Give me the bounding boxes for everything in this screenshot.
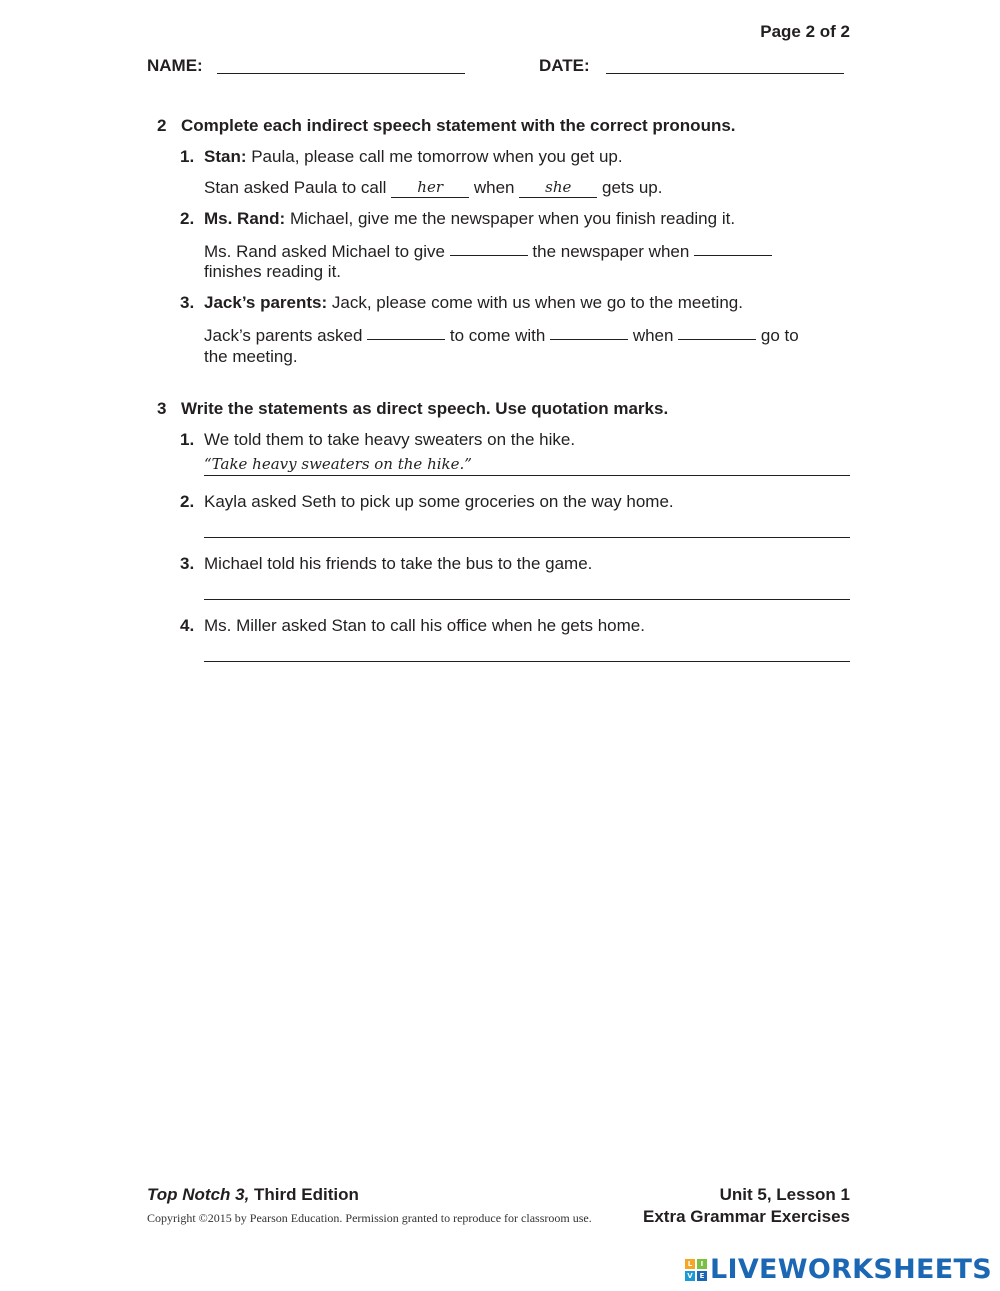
logo-block: L xyxy=(685,1259,695,1269)
unit-lesson: Unit 5, Lesson 1 xyxy=(719,1185,850,1204)
speaker: Jack’s parents: xyxy=(204,293,328,312)
liveworksheets-logo-icon xyxy=(685,1259,707,1281)
item-2-1-response xyxy=(204,178,662,199)
answer-line[interactable] xyxy=(204,661,850,662)
book-edition: Third Edition xyxy=(249,1185,359,1204)
item-number: 1. xyxy=(180,430,195,449)
answer-line[interactable] xyxy=(204,599,850,600)
item-number: 2. xyxy=(180,209,195,228)
answer-blank[interactable] xyxy=(550,323,628,340)
item-2-2 xyxy=(180,209,194,229)
answer-blank[interactable] xyxy=(694,239,772,256)
logo-block: V xyxy=(685,1271,695,1281)
item-number: 4. xyxy=(180,616,195,635)
item-2-3 xyxy=(180,293,194,313)
quote: Jack, please come with us when we go to the meeting. xyxy=(327,293,743,312)
handwritten-answer: she xyxy=(545,178,572,196)
name-field-line[interactable] xyxy=(217,73,465,74)
response-text: when xyxy=(632,326,674,345)
item-3-1-text: We told them to take heavy sweaters on the hike. xyxy=(204,430,576,449)
item-2-3-prompt xyxy=(204,293,743,313)
exercise-type: Extra Grammar Exercises xyxy=(643,1207,850,1226)
quote: Michael, give me the newspaper when you finish reading it. xyxy=(285,209,736,228)
item-2-1-prompt xyxy=(204,147,623,167)
answer-line[interactable] xyxy=(204,475,850,476)
response-text: the newspaper when xyxy=(532,242,690,261)
item-number: 3. xyxy=(180,293,195,312)
response-text: Stan asked Paula to call xyxy=(204,178,387,197)
item-2-2-prompt xyxy=(204,209,735,229)
item-3-4-text: Ms. Miller asked Stan to call his office when he gets home. xyxy=(204,616,645,635)
section-3-number: 3 xyxy=(157,399,167,418)
answer-blank[interactable] xyxy=(391,178,469,198)
answer-blank[interactable] xyxy=(450,239,528,256)
handwritten-answer: “Take heavy sweaters on the hike.” xyxy=(204,455,472,473)
item-number: 2. xyxy=(180,492,195,511)
liveworksheets-logo xyxy=(685,1254,992,1285)
speaker: Ms. Rand: xyxy=(204,209,286,228)
response-text: when xyxy=(473,178,515,197)
answer-blank[interactable] xyxy=(519,178,597,198)
section-3-title: Write the statements as direct speech. Use quotation marks. xyxy=(181,399,669,418)
item-2-1 xyxy=(180,147,194,167)
response-text: to come with xyxy=(449,326,546,345)
item-2-3-response-cont: the meeting. xyxy=(204,347,298,366)
item-2-2-response-cont: finishes reading it. xyxy=(204,262,342,281)
page-number: Page 2 of 2 xyxy=(760,22,850,41)
book-title xyxy=(147,1185,359,1205)
response-text: gets up. xyxy=(601,178,663,197)
liveworksheets-wordmark: LIVEWORKSHEETS xyxy=(709,1254,992,1285)
item-2-3-response xyxy=(204,324,799,346)
date-field-line[interactable] xyxy=(606,73,844,74)
response-text: Jack’s parents asked xyxy=(204,326,363,345)
item-2-2-response xyxy=(204,240,772,262)
speaker: Stan: xyxy=(204,147,247,166)
response-text: go to xyxy=(760,326,799,345)
quote: Paula, please call me tomorrow when you get up. xyxy=(246,147,623,166)
item-number: 1. xyxy=(180,147,195,166)
logo-block: I xyxy=(697,1259,707,1269)
book-title-name: Top Notch 3, xyxy=(147,1185,250,1204)
answer-line[interactable] xyxy=(204,537,850,538)
date-label: DATE: xyxy=(539,56,590,75)
item-3-3-text: Michael told his friends to take the bus to the game. xyxy=(204,554,593,573)
logo-block: E xyxy=(697,1271,707,1281)
response-text: Ms. Rand asked Michael to give xyxy=(204,242,445,261)
item-number: 3. xyxy=(180,554,195,573)
copyright-notice: Copyright ©2015 by Pearson Education. Permission granted to reproduce for classroom use. xyxy=(147,1211,592,1225)
answer-blank[interactable] xyxy=(367,323,445,340)
handwritten-answer: her xyxy=(417,178,443,196)
section-2-number: 2 xyxy=(157,116,167,135)
section-2-title: Complete each indirect speech statement with the correct pronouns. xyxy=(181,116,736,135)
answer-blank[interactable] xyxy=(678,323,756,340)
name-label: NAME: xyxy=(147,56,203,75)
item-3-2-text: Kayla asked Seth to pick up some groceries on the way home. xyxy=(204,492,674,511)
